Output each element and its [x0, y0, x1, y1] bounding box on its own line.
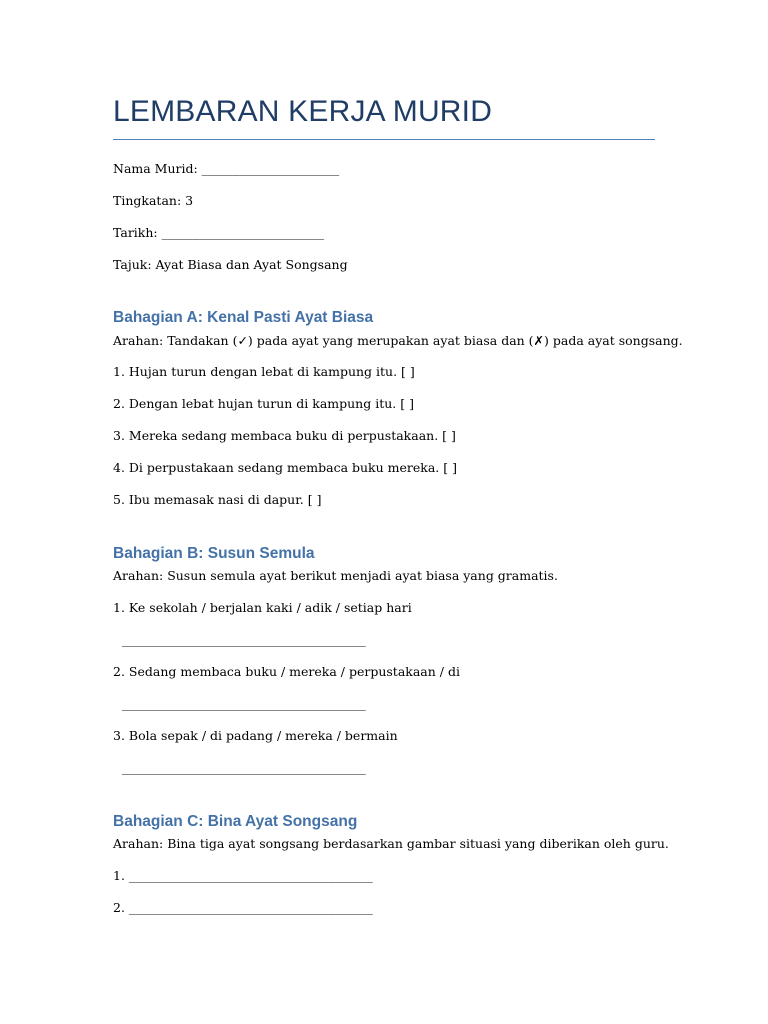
- form-level: Tingkatan: 3: [113, 193, 194, 208]
- section-b-instruction: Arahan: Susun semula ayat berikut menjadi ayat biasa yang gramatis.: [113, 568, 558, 583]
- answer-line-2: _______________________________________: [122, 696, 366, 711]
- section-a-item-2: 2. Dengan lebat hujan turun di kampung itu. [ ]: [113, 396, 414, 411]
- section-b-heading: Bahagian B: Susun Semula: [113, 545, 315, 562]
- section-a-item-4: 4. Di perpustakaan sedang membaca buku mereka. [ ]: [113, 460, 457, 475]
- section-a-instruction: Arahan: Tandakan (✓) pada ayat yang merupakan ayat biasa dan (✗) pada ayat songsang.: [113, 333, 683, 348]
- section-a-heading: Bahagian A: Kenal Pasti Ayat Biasa: [113, 309, 374, 326]
- title-divider: [113, 139, 655, 140]
- section-c-instruction: Arahan: Bina tiga ayat songsang berdasarkan gambar situasi yang diberikan oleh guru.: [113, 836, 669, 851]
- section-b-item-2: 2. Sedang membaca buku / mereka / perpustakaan / di: [113, 664, 460, 679]
- page-title: LEMBARAN KERJA MURID: [113, 95, 493, 128]
- topic: Tajuk: Ayat Biasa dan Ayat Songsang: [113, 257, 348, 272]
- section-a-item-3: 3. Mereka sedang membaca buku di perpustakaan. [ ]: [113, 428, 456, 443]
- answer-line-3: _______________________________________: [122, 760, 366, 775]
- section-a-item-1: 1. Hujan turun dengan lebat di kampung itu. [ ]: [113, 364, 415, 379]
- section-c-item-2: 2. _______________________________________: [113, 900, 373, 915]
- section-b-item-1: 1. Ke sekolah / berjalan kaki / adik / setiap hari: [113, 600, 412, 615]
- section-a-item-5: 5. Ibu memasak nasi di dapur. [ ]: [113, 492, 322, 507]
- student-name-field: Nama Murid: ______________________: [113, 161, 340, 176]
- date-field: Tarikh: __________________________: [113, 225, 325, 240]
- section-b-item-3: 3. Bola sepak / di padang / mereka / bermain: [113, 728, 398, 743]
- section-c-heading: Bahagian C: Bina Ayat Songsang: [113, 813, 358, 830]
- answer-line-1: _______________________________________: [122, 632, 366, 647]
- section-c-item-1: 1. _______________________________________: [113, 868, 373, 883]
